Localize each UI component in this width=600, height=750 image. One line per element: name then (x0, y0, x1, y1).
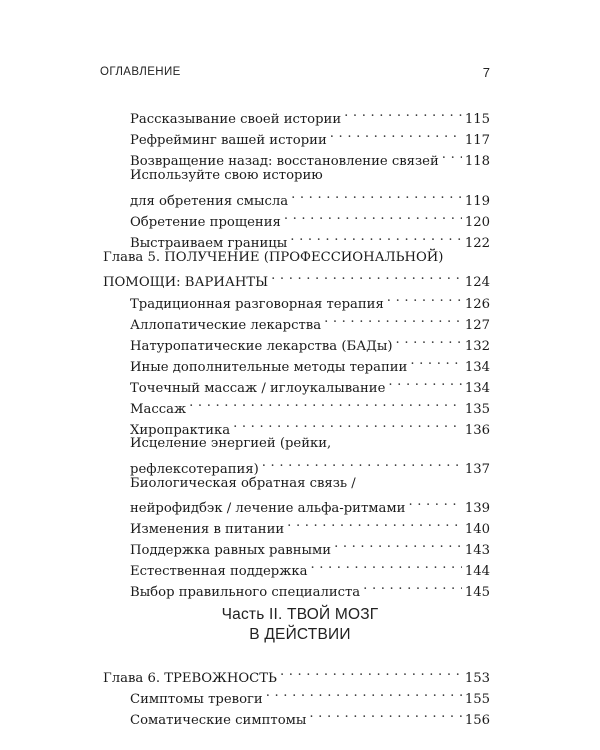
toc-entry-page: 118 (464, 154, 490, 169)
toc-entry-first-line: Используйте свою историю (130, 168, 323, 183)
toc-entry-title: Выбор правильного специалиста (130, 585, 361, 600)
dot-leader (280, 662, 462, 682)
chapter-title: ПОМОЩИ: ВАРИАНТЫ (103, 275, 269, 290)
dot-leader (291, 185, 462, 205)
toc-entry-page: 156 (464, 713, 490, 728)
dot-leader (396, 330, 462, 350)
running-header-title: ОГЛАВЛЕНИЕ (100, 66, 181, 78)
toc-entry[interactable] (130, 103, 490, 127)
chapter-5-first-line: Глава 5. ПОЛУЧЕНИЕ (ПРОФЕССИОНАЛЬНОЙ) (103, 250, 444, 265)
toc-entry-title: нейрофидбэк / лечение альфа-ритмами (130, 501, 406, 516)
toc-entry-title: Симптомы тревоги (130, 692, 263, 707)
chapter-title: Глава 6. ТРЕВОЖНОСТЬ (103, 671, 277, 686)
toc-entry-title: Естественная поддержка (130, 564, 308, 579)
toc-entry[interactable] (130, 206, 490, 230)
toc-entry-title: Натуропатические лекарства (БАДы) (130, 339, 393, 354)
toc-entry-title: Поддержка равных равными (130, 543, 332, 558)
part-heading-line-1: Часть II. ТВОЙ МОЗГ (221, 606, 379, 623)
toc-entry-page: 135 (464, 402, 490, 417)
toc-entry-page: 134 (464, 381, 490, 396)
dot-leader (309, 704, 461, 724)
toc-entry-page: 117 (464, 133, 490, 148)
toc-entry-title: Выстраиваем границы (130, 236, 288, 251)
toc-entry-title: Массаж (130, 402, 187, 417)
toc-entry-page: 132 (464, 339, 490, 354)
dot-leader (363, 576, 462, 596)
toc-entry[interactable] (130, 288, 490, 312)
dot-leader (290, 227, 462, 247)
toc-entry-page: 139 (464, 501, 490, 516)
toc-entry-page: 122 (464, 236, 490, 251)
toc-entry-title: Рефрейминг вашей истории (130, 133, 327, 148)
dot-leader (284, 206, 462, 226)
running-header (100, 66, 490, 84)
toc-entry[interactable] (130, 513, 490, 537)
toc-entry[interactable] (130, 351, 490, 375)
dot-leader (271, 266, 462, 286)
part-heading-line-2: В ДЕЙСТВИИ (249, 626, 351, 643)
dot-leader (262, 453, 462, 473)
toc-entry[interactable] (130, 683, 490, 707)
toc-entry-title: Иные дополнительные методы терапии (130, 360, 408, 375)
chapter-6-entry[interactable] (103, 662, 490, 686)
chapter-page: 124 (464, 275, 490, 290)
toc-entry-page: 137 (464, 462, 490, 477)
toc-entry-title: Обретение прощения (130, 215, 281, 230)
toc-entry-title: Соматические симптомы (130, 713, 307, 728)
toc-entry-page: 155 (464, 692, 490, 707)
toc-entry-page: 115 (464, 112, 490, 127)
toc-entry-page: 136 (464, 423, 490, 438)
toc-entry[interactable] (130, 124, 490, 148)
toc-entry[interactable] (130, 185, 490, 209)
toc-entry[interactable] (130, 576, 490, 600)
toc-entry-first-line: Биологическая обратная связь / (130, 476, 356, 491)
toc-entry-title: Изменения в питании (130, 522, 285, 537)
toc-entry[interactable] (130, 145, 490, 169)
toc-entry-title: Хиропрактика (130, 423, 231, 438)
toc-entry[interactable] (130, 227, 490, 251)
toc-entry-title: Рассказывание своей истории (130, 112, 342, 127)
page-number: 7 (482, 65, 490, 80)
toc-entry-page: 143 (464, 543, 490, 558)
toc-entry[interactable] (130, 372, 490, 396)
dot-leader (189, 393, 462, 413)
toc-entry[interactable] (130, 453, 490, 477)
dot-leader (266, 683, 462, 703)
chapter-5-entry[interactable] (103, 266, 490, 290)
toc-entry-title: Традиционная разговорная терапия (130, 297, 384, 312)
toc-entry-title: Точечный массаж / иглоукалывание (130, 381, 386, 396)
dot-leader (334, 534, 462, 554)
dot-leader (310, 555, 461, 575)
toc-entry[interactable] (130, 534, 490, 558)
toc-entry[interactable] (130, 309, 490, 333)
toc-entry-page: 119 (464, 194, 490, 209)
dot-leader (330, 124, 462, 144)
toc-entry[interactable] (130, 704, 490, 728)
dot-leader (324, 309, 462, 329)
toc-entry-page: 134 (464, 360, 490, 375)
toc-entry[interactable] (130, 555, 490, 579)
dot-leader (344, 103, 462, 123)
toc-entry-page: 120 (464, 215, 490, 230)
toc-entry[interactable] (130, 393, 490, 417)
toc-entry-title: рефлексотерапия) (130, 462, 259, 477)
toc-entry-title: Аллопатические лекарства (130, 318, 322, 333)
toc-entry-title: для обретения смысла (130, 194, 289, 209)
toc-entry[interactable] (130, 330, 490, 354)
toc-entry-page: 127 (464, 318, 490, 333)
toc-entry-first-line: Исцеление энергией (рейки, (130, 436, 332, 451)
dot-leader (410, 351, 461, 371)
toc-entry[interactable] (130, 492, 490, 516)
toc-entry-title: Возвращение назад: восстановление связей (130, 154, 439, 169)
toc-entry-page: 145 (464, 585, 490, 600)
dot-leader (387, 288, 462, 308)
toc-entry-page: 126 (464, 297, 490, 312)
dot-leader (233, 414, 462, 434)
toc-entry-page: 144 (464, 564, 490, 579)
toc-entry[interactable] (130, 414, 490, 438)
dot-leader (388, 372, 461, 392)
toc-entry-page: 140 (464, 522, 490, 537)
dot-leader (442, 145, 462, 165)
dot-leader (408, 492, 461, 512)
chapter-page: 153 (464, 671, 490, 686)
dot-leader (287, 513, 462, 533)
